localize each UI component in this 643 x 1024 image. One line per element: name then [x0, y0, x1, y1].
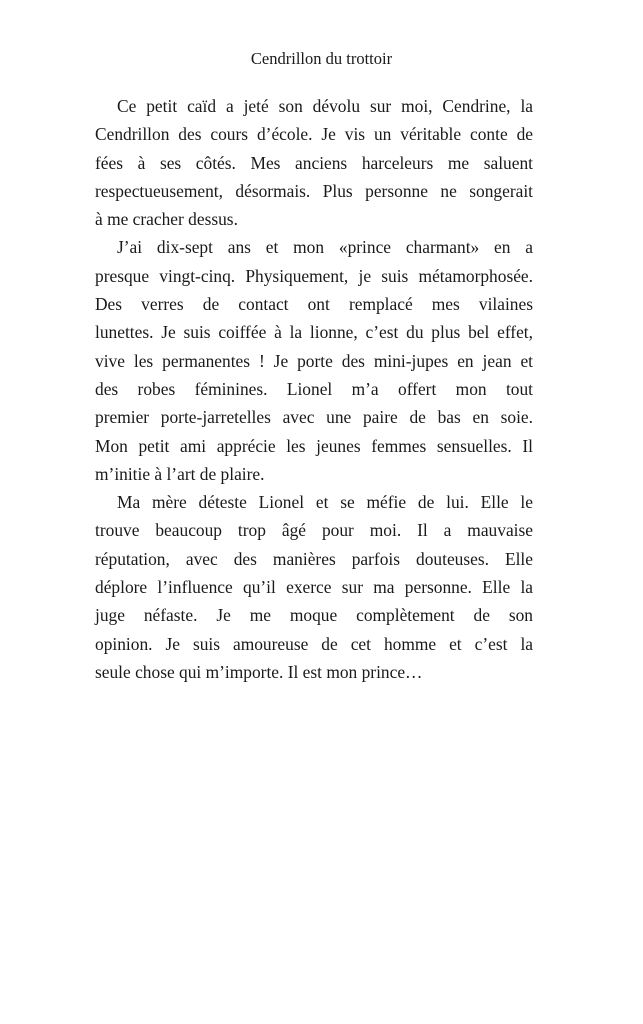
paragraph-3-line-3: réputation, avec des manières parfois douteuses. Elle [95, 548, 533, 569]
paragraph-2-line-9: m’initie à l’art de plaire. [95, 463, 265, 484]
paragraph-3-line-6: opinion. Je suis amoureuse de cet homme et c’est la [95, 633, 533, 654]
paragraph-2-line-3: Des verres de contact ont remplacé mes vilaines [95, 294, 533, 315]
paragraph-2-line-1: J’ai dix-sept ans et mon «prince charmant» en a [117, 237, 533, 258]
paragraph-1-line-2: Cendrillon des cours d’école. Je vis un véritable conte de [95, 124, 533, 145]
paragraph-3-line-7: seule chose qui m’importe. Il est mon prince… [95, 661, 423, 682]
paragraph-1-line-5: à me cracher dessus. [95, 209, 238, 230]
paragraph-2-line-2: presque vingt-cinq. Physiquement, je suis métamorphosée. [95, 265, 533, 286]
paragraph-3-line-2: trouve beaucoup trop âgé pour moi. Il a mauvaise [95, 520, 533, 541]
paragraph-2-line-5: vive les permanentes ! Je porte des mini-jupes en jean et [95, 350, 533, 371]
paragraph-2-line-7: premier porte-jarretelles avec une paire de bas en soie. [95, 407, 533, 428]
paragraph-3-line-5: juge néfaste. Je me moque complètement de son [95, 605, 533, 626]
paragraph-3-line-4: déplore l’influence qu’il exerce sur ma personne. Elle la [95, 577, 533, 598]
paragraph-3-line-1: Ma mère déteste Lionel et se méfie de lui. Elle le [117, 492, 533, 513]
running-header: Cendrillon du trottoir [250, 49, 393, 68]
body-text [95, 92, 533, 686]
paragraph-1-line-3: fées à ses côtés. Mes anciens harceleurs me saluent [95, 152, 533, 173]
paragraph-2-line-6: des robes féminines. Lionel m’a offert mon tout [95, 378, 533, 399]
paragraph-2-line-4: lunettes. Je suis coiffée à la lionne, c’est du plus bel effet, [95, 322, 533, 343]
paragraph-1-line-4: respectueusement, désormais. Plus personne ne songerait [95, 180, 533, 201]
paragraph-2-line-8: Mon petit ami apprécie les jeunes femmes sensuelles. Il [95, 435, 533, 456]
paragraph-1-line-1: Ce petit caïd a jeté son dévolu sur moi, Cendrine, la [117, 96, 533, 116]
